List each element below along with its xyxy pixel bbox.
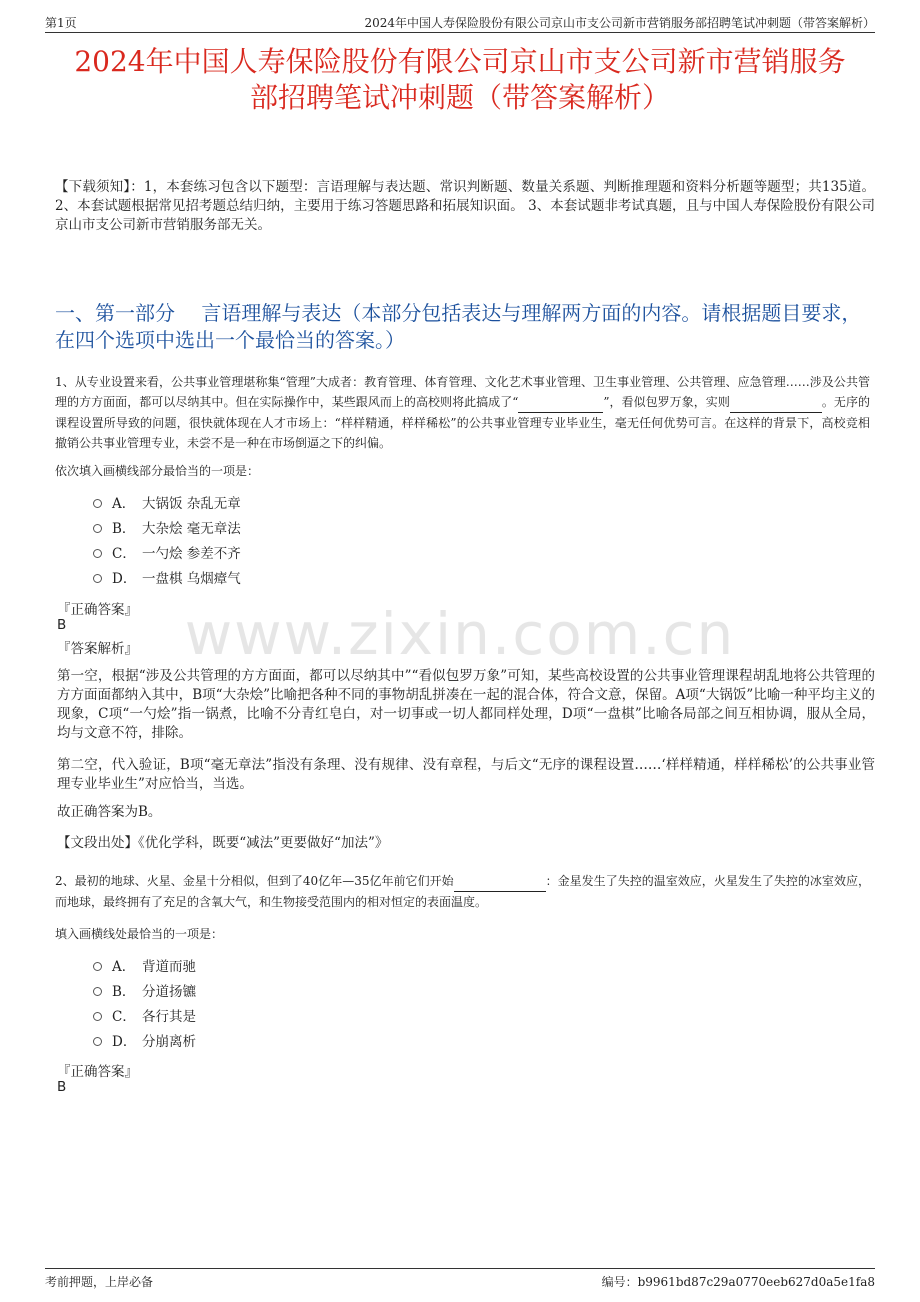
page-footer xyxy=(45,1268,875,1293)
q1-text-part2: ”，看似包罗万象，实则 xyxy=(603,395,730,409)
q1-answer: B xyxy=(57,617,67,633)
q1-prompt: 依次填入画横线部分最恰当的一项是： xyxy=(55,464,260,478)
radio-icon[interactable] xyxy=(93,1012,102,1021)
footer-slogan: 考前押题，上岸必备 xyxy=(45,1275,154,1289)
q2-option-d[interactable]: D． 分崩离析 xyxy=(93,1030,196,1055)
q2-options xyxy=(93,955,196,1055)
radio-icon[interactable] xyxy=(93,962,102,971)
question-2-stem xyxy=(55,871,870,912)
q2-option-b[interactable]: B． 分道扬镳 xyxy=(93,980,196,1005)
section-heading: 一、第一部分 言语理解与表达（本部分包括表达与理解两方面的内容。请根据题目要求，在四个选项中选出一个最恰当的答案。） xyxy=(55,301,862,352)
q2-answer-label: 『正确答案』 xyxy=(57,1064,138,1080)
page-header xyxy=(45,12,875,33)
q1-option-d[interactable]: D． 一盘棋 乌烟瘴气 xyxy=(93,567,241,592)
radio-icon[interactable] xyxy=(93,574,102,583)
q1-options xyxy=(93,492,241,592)
title-line-2: 部招聘笔试冲刺题（带答案解析） xyxy=(249,81,670,114)
q2-text-part2: ：金星发生了失控的温室效应，火星发生了失控的冰室效应，而地球，最终拥有了充足的含氧大气，和生物接受范围内的相对恒定的表面温度。 xyxy=(55,874,870,909)
footer-serial: 编号：b9961bd87c29a0770eeb627d0a5e1fa8 xyxy=(601,1275,875,1289)
radio-icon[interactable] xyxy=(93,1037,102,1046)
title-line-1: 2024年中国人寿保险股份有限公司京山市支公司新市营销服务 xyxy=(74,45,846,78)
q1-option-b[interactable]: B． 大杂烩 毫无章法 xyxy=(93,517,241,542)
header-doc-title: 2024年中国人寿保险股份有限公司京山市支公司新市营销服务部招聘笔试冲刺题（带答案解析） xyxy=(364,16,875,30)
page-number: 第1页 xyxy=(45,16,77,30)
q1-answer-label: 『正确答案』 xyxy=(57,602,138,618)
q1-option-a[interactable]: A． 大锅饭 杂乱无章 xyxy=(93,492,241,517)
radio-icon[interactable] xyxy=(93,499,102,508)
question-1-stem xyxy=(55,372,870,453)
q1-option-c[interactable]: C． 一勺烩 参差不齐 xyxy=(93,542,241,567)
q1-analysis-label: 『答案解析』 xyxy=(57,641,138,657)
q2-option-a[interactable]: A． 背道而驰 xyxy=(93,955,196,980)
q1-text-part1: 1、从专业设置来看，公共事业管理堪称集“管理”大成者：教育管理、体育管理、文化艺术事业管理、卫生事业管理、公共管理、应急管理……涉及公共管理的方方面面，都可以尽纳其中。但在实际操作中，某些跟风而上的高校则将此搞成了“ xyxy=(55,375,870,409)
q2-answer: B xyxy=(57,1079,67,1095)
q1-conclusion: 故正确答案为B。 xyxy=(57,804,162,820)
document-title xyxy=(40,44,880,116)
radio-icon[interactable] xyxy=(93,549,102,558)
q1-text-part3: 。无序的课程设置所导致的问题，很快就体现在人才市场上：“样样精通，样样稀松”的公共事业管理专业毕业生，毫无任何优势可言。在这样的背景下，高校竞相撤销公共事业管理专业，未尝不是一种在市场倒逼之下的纠偏。 xyxy=(55,395,870,450)
q1-blank-1 xyxy=(518,392,603,413)
radio-icon[interactable] xyxy=(93,987,102,996)
q2-prompt: 填入画横线处最恰当的一项是： xyxy=(55,927,224,941)
watermark: www.zixin.com.cn xyxy=(184,600,736,668)
q1-analysis-1: 第一空，根据“涉及公共管理的方方面面，都可以尽纳其中”“看似包罗万象”可知，某些高校设置的公共事业管理课程胡乱地将公共管理的方方面面都纳入其中，B项“大杂烩”比喻把各种不同的事物胡乱拼凑在一起的混合体，符合文意，保留。A项“大锅饭”比喻一种平均主义的现象，C项“一勺烩”指一锅煮，比喻不分青红皂白，对一切事或一切人都同样处理，D项“一盘棋”比喻各局部之间互相协调，服从全局，均与文意不符，排除。 xyxy=(57,668,875,741)
q1-blank-2 xyxy=(730,392,822,413)
radio-icon[interactable] xyxy=(93,524,102,533)
q1-source: 【文段出处】《优化学科，既要“减法”更要做好“加法”》 xyxy=(57,835,389,851)
download-notice: 【下载须知】：1，本套练习包含以下题型：言语理解与表达题、常识判断题、数量关系题、判断推理题和资料分析题等题型；共135道。 2、本套试题根据常见招考题总结归纳，主要用于练习答题思路和拓展知识面。 3、本套试题非考试真题，且与中国人寿保险股份有限公司京山市支公司新市营销服务部无关。 xyxy=(55,179,875,233)
q2-text-part1: 2、最初的地球、火星、金星十分相似，但到了40亿年—35亿年前它们开始 xyxy=(55,874,454,888)
q1-analysis-2: 第二空，代入验证，B项“毫无章法”指没有条理、没有规律、没有章程，与后文“无序的课程设置……‘样样精通，样样稀松’的公共事业管理专业毕业生”对应恰当，当选。 xyxy=(57,757,875,792)
q2-blank-1 xyxy=(454,871,546,892)
q2-option-c[interactable]: C． 各行其是 xyxy=(93,1005,196,1030)
